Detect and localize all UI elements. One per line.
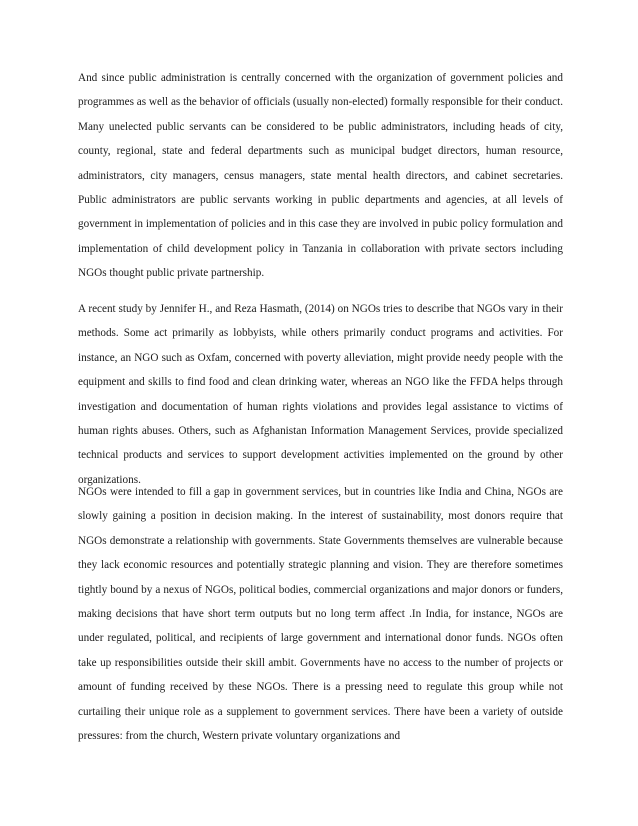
paragraph-ngo-government-gap: NGOs were intended to fill a gap in government services, but in countries like India and China, NGOs are slowly gaining a position in decision making. In the interest of sustainability, most donors require that NGOs demonstrate a relationship with governments. State Governments themselves are vulnerable because they lack economic resources and potentially strategic planning and vision. They are therefore sometimes tightly bound by a nexus of NGOs, political bodies, commercial organizations and major donors or funders, making decisions that have short term outputs but no long term affect .In India, for instance, NGOs are under regulated, political, and recipients of large government and international donor funds. NGOs often take up responsibilities outside their skill ambit. Governments have no access to the number of projects or amount of funding received by these NGOs. There is a pressing need to regulate this group while not curtailing their unique role as a supplement to government services. There have been a variety of outside pressures: from the church, Western private voluntary organizations and xyxy=(78,486,563,743)
paragraph-public-administration: And since public administration is centrally concerned with the organization of government policies and programmes as well as the behavior of officials (usually non-elected) formally responsible for their conduct. Many unelected public servants can be considered to be public administrators, including heads of city, county, regional, state and federal departments such as municipal budget directors, human resource, administrators, city managers, census managers, state mental health directors, and cabinet secretaries. Public administrators are public servants working in public departments and agencies, at all levels of government in implementation of policies and in this case they are involved in pubic policy formulation and implementation of child development policy in Tanzania in collaboration with private sectors including NGOs thought public private partnership. xyxy=(78,72,563,280)
paragraph-ngo-methods: A recent study by Jennifer H., and Reza Hasmath, (2014) on NGOs tries to describe that NGOs vary in their methods. Some act primarily as lobbyists, while others primarily conduct programs and activities. For instance, an NGO such as Oxfam, concerned with poverty alleviation, might provide needy people with the equipment and skills to find food and clean drinking water, whereas an NGO like the FFDA helps through investigation and documentation of human rights violations and provides legal assistance to victims of human rights abuses. Others, such as Afghanistan Information Management Services, provide specialized technical products and services to support development activities implemented on the ground by other organizations. xyxy=(78,303,563,486)
